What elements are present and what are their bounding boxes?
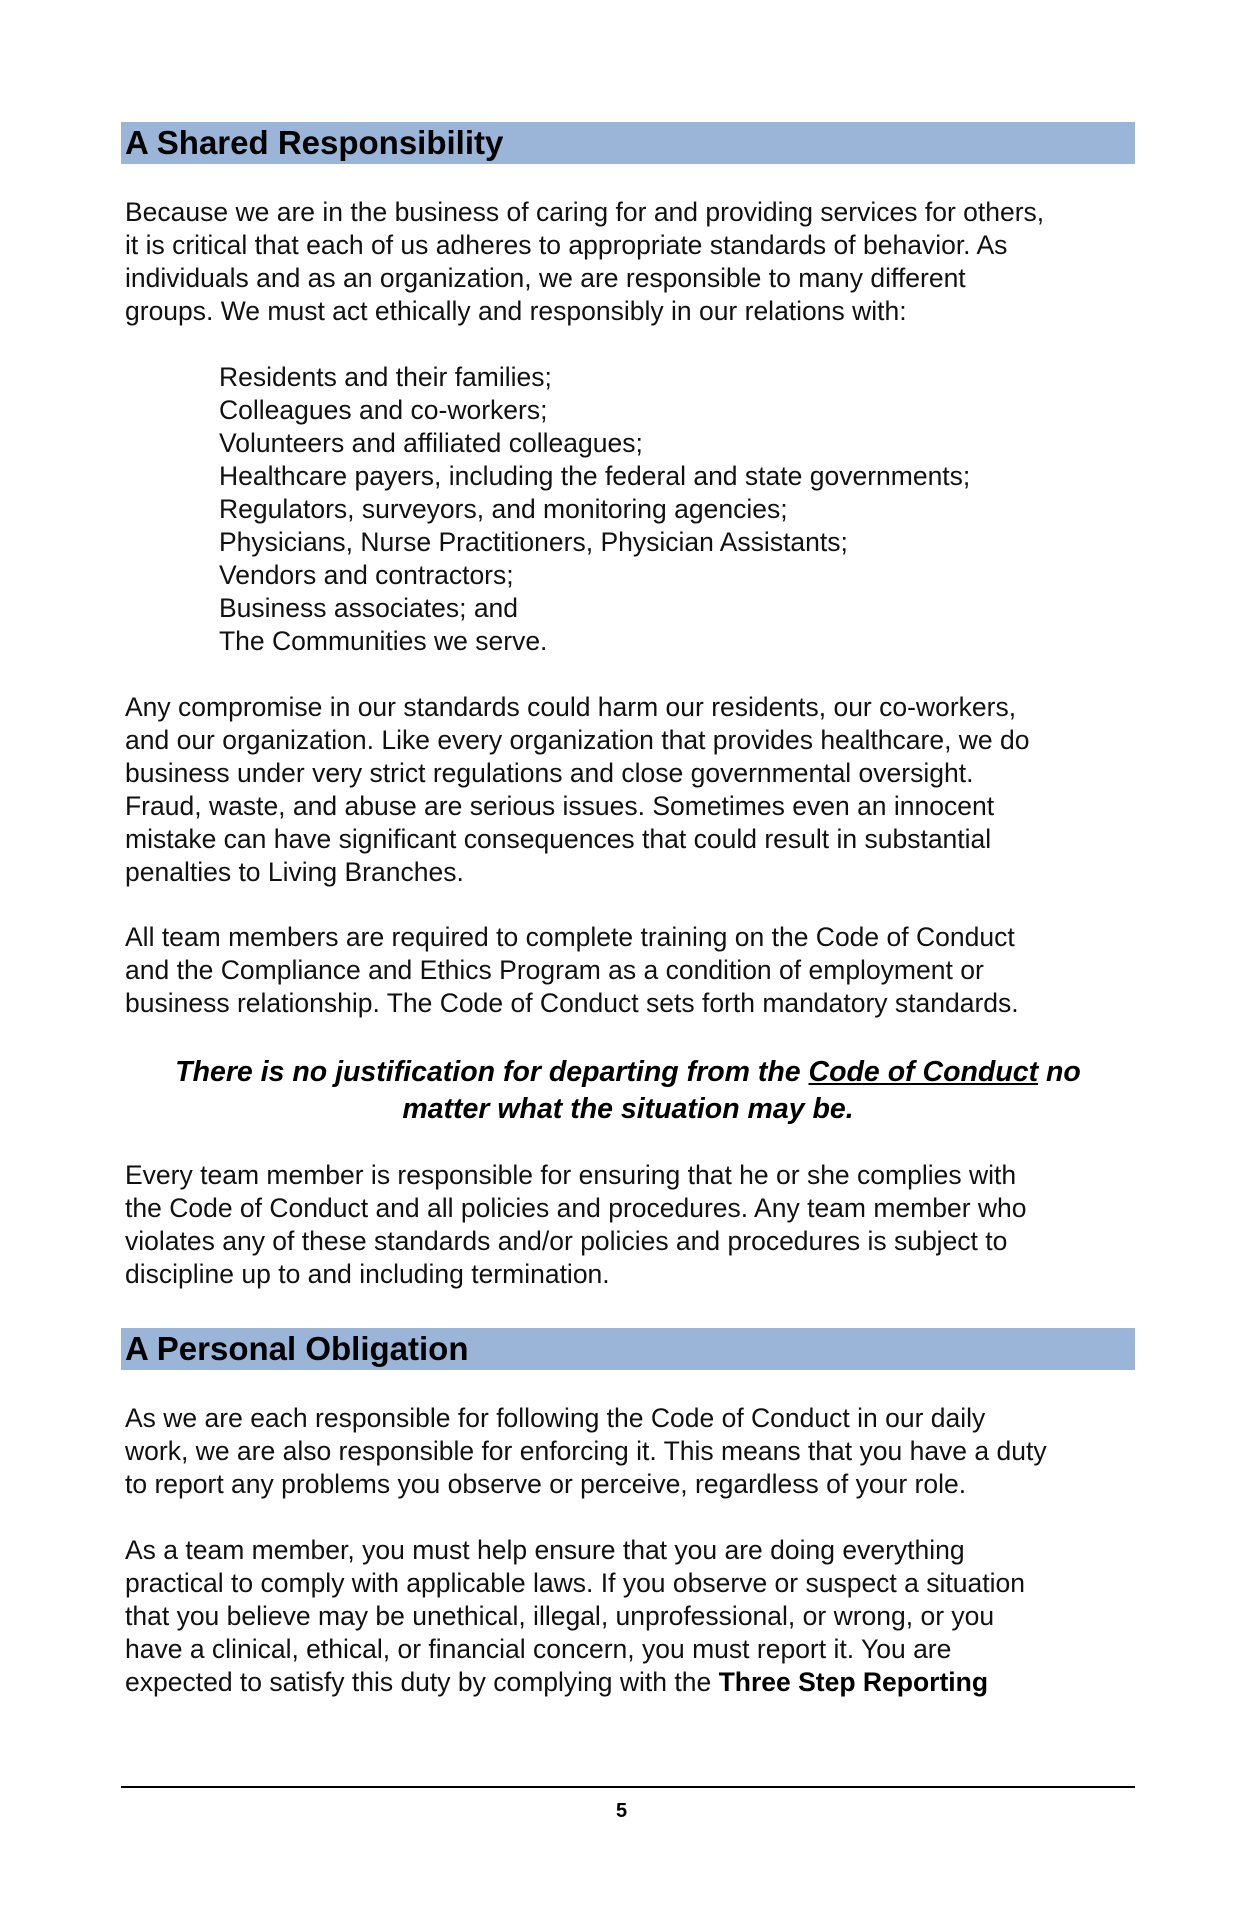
- callout-text: matter what the situation may be.: [402, 1093, 854, 1125]
- text-line: Fraud, waste, and abuse are serious issues. Sometimes even an innocent: [125, 791, 995, 821]
- text-line: As a team member, you must help ensure that you are doing everything: [125, 1535, 965, 1565]
- text-line: work, we are also responsible for enforcing it. This means that you have a duty: [125, 1436, 1047, 1466]
- text-line: and our organization. Like every organization that provides healthcare, we do: [125, 725, 1030, 755]
- list-item: Business associates; and: [219, 593, 519, 623]
- list-item: Vendors and contractors;: [219, 560, 514, 590]
- text-line: business relationship. The Code of Conduct sets forth mandatory standards.: [125, 988, 1019, 1018]
- training-paragraph: [125, 921, 1135, 1020]
- text-line: individuals and as an organization, we are responsible to many different: [125, 263, 966, 293]
- footer-rule: [121, 1786, 1135, 1788]
- reporting-duty-paragraph: [125, 1534, 1135, 1699]
- text-line: that you believe may be unethical, illegal, unprofessional, or wrong, or you: [125, 1601, 995, 1631]
- list-item: Residents and their families;: [219, 362, 552, 392]
- text-line: mistake can have significant consequences that could result in substantial: [125, 824, 992, 854]
- stakeholder-list: [219, 361, 1119, 658]
- section-heading-text: A Shared Responsibility: [125, 124, 504, 161]
- text-line: All team members are required to complete training on the Code of Conduct: [125, 922, 1015, 952]
- bold-term: Three Step Reporting: [718, 1667, 989, 1697]
- list-item: Volunteers and affiliated colleagues;: [219, 428, 643, 458]
- text-line: violates any of these standards and/or policies and procedures is subject to: [125, 1226, 1008, 1256]
- section-heading-text: A Personal Obligation: [125, 1330, 469, 1367]
- text-line: business under very strict regulations and close governmental oversight.: [125, 758, 974, 788]
- callout-statement: [121, 1054, 1135, 1128]
- callout-text: There is no justification for departing from the: [175, 1056, 809, 1088]
- text-line: Because we are in the business of caring for and providing services for others,: [125, 197, 1045, 227]
- text-line: groups. We must act ethically and responsibly in our relations with:: [125, 296, 907, 326]
- callout-text: no: [1038, 1056, 1081, 1088]
- text-fragment: expected to satisfy this duty by complying with the: [125, 1667, 719, 1697]
- text-line: Any compromise in our standards could harm our residents, our co-workers,: [125, 692, 1017, 722]
- text-line: penalties to Living Branches.: [125, 857, 464, 887]
- section-heading-personal-obligation: [121, 1328, 1135, 1370]
- list-item: Physicians, Nurse Practitioners, Physician Assistants;: [219, 527, 848, 557]
- obligation-paragraph: [125, 1402, 1135, 1501]
- text-line: practical to comply with applicable laws. If you observe or suspect a situation: [125, 1568, 1025, 1598]
- responsibility-paragraph: [125, 1159, 1135, 1291]
- text-line: it is critical that each of us adheres to appropriate standards of behavior. As: [125, 230, 1008, 260]
- page-number: 5: [615, 1800, 628, 1822]
- text-line: to report any problems you observe or perceive, regardless of your role.: [125, 1469, 967, 1499]
- list-item: The Communities we serve.: [219, 626, 548, 656]
- text-line: Every team member is responsible for ensuring that he or she complies with: [125, 1160, 1017, 1190]
- text-line: As we are each responsible for following the Code of Conduct in our daily: [125, 1403, 986, 1433]
- text-line: the Code of Conduct and all policies and procedures. Any team member who: [125, 1193, 1027, 1223]
- intro-paragraph: [125, 196, 1135, 328]
- list-item: Healthcare payers, including the federal and state governments;: [219, 461, 971, 491]
- callout-underlined-text: Code of Conduct: [808, 1056, 1039, 1088]
- list-item: Regulators, surveyors, and monitoring agencies;: [219, 494, 788, 524]
- text-line: and the Compliance and Ethics Program as a condition of employment or: [125, 955, 984, 985]
- list-item: Colleagues and co-workers;: [219, 395, 548, 425]
- text-line: [125, 1666, 1135, 1699]
- text-line: discipline up to and including termination.: [125, 1259, 610, 1289]
- section-heading-shared-responsibility: [121, 122, 1135, 164]
- text-line: have a clinical, ethical, or financial concern, you must report it. You are: [125, 1634, 952, 1664]
- compromise-paragraph: [125, 691, 1135, 889]
